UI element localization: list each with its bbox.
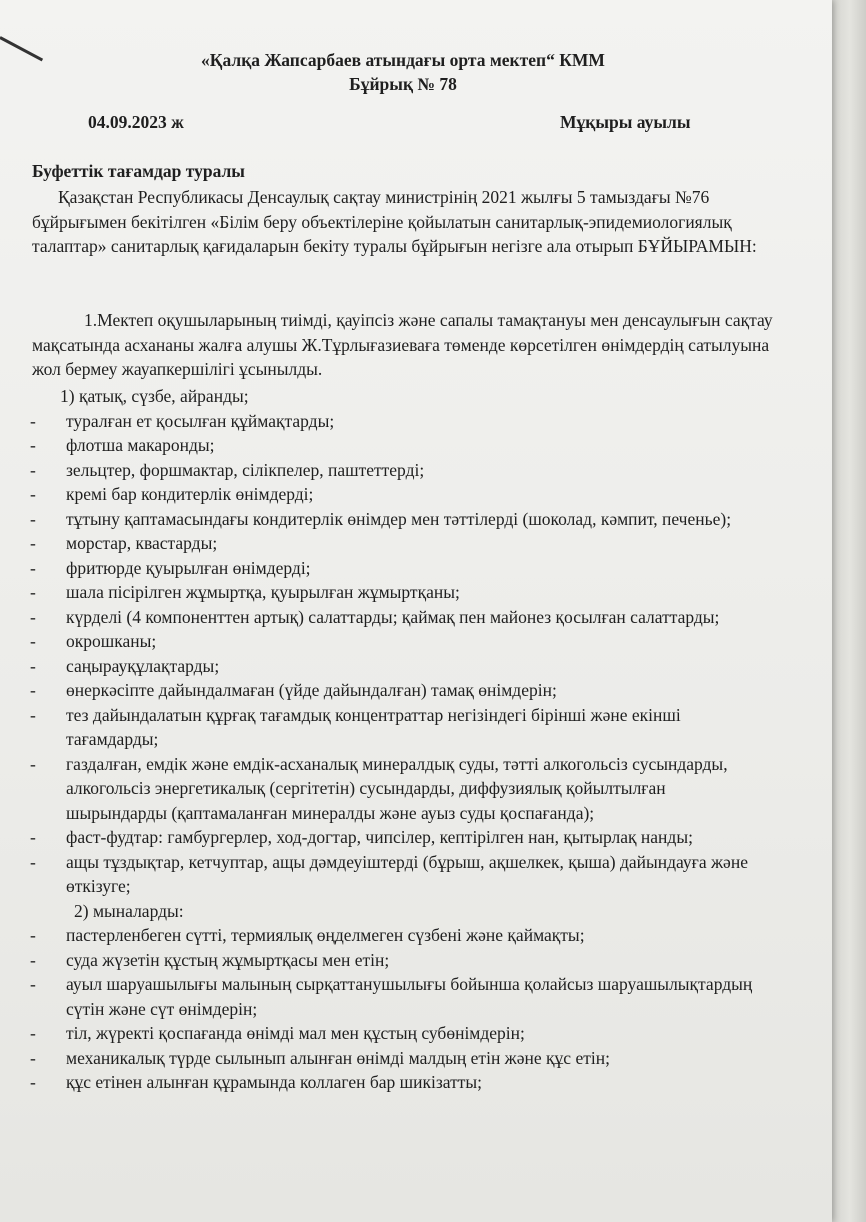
list-item-text: механикалық түрде сылынып алынған өнімді малдың етін және құс етін; (66, 1047, 610, 1068)
list-item-text: окрошканы; (66, 631, 157, 651)
list-item (30, 948, 770, 973)
list-item (30, 850, 770, 899)
order-date: 04.09.2023 ж (88, 112, 184, 132)
list-item (30, 825, 770, 850)
list-item (30, 1046, 770, 1071)
point-1-text: 1.Мектеп оқушыларының тиімді, қауіпсіз және сапалы тамақтануы мен денсаулығын сақтау мақсатында асхананы жалға алушы Ж.Тұрлығазиеваға төменде көрсетілген өнімдердің сатылуына жол бермеу жауапкершілігі ұсынылды. (32, 310, 773, 379)
list-item-text: фаст-фудтар: гамбургерлер, ход-догтар, чипсілер, кептірілген нан, қытырлақ нанды; (66, 827, 693, 847)
list-dash: - (30, 680, 36, 700)
intro-text: Қазақстан Республикасы Денсаулық сақтау министрінің 2021 жылғы 5 тамыздағы №76 бұйрығымен бекітілген «Білім беру объектілеріне қойылатын санитарлық-эпидемиологиялық талаптар» санитарлық қағидаларын бекіту туралы бұйрығын негізге ала отырып БҰЙЫРАМЫН: (32, 187, 757, 256)
list-item-text: морстар, квастарды; (66, 533, 218, 553)
list-item (30, 972, 770, 1021)
background-surface (826, 0, 866, 1222)
list-dash: - (30, 655, 36, 676)
list-item-text: кремі бар кондитерлік өнімдерді; (66, 484, 314, 504)
intro-paragraph (32, 185, 784, 259)
order-place: Мұқыры ауылы (560, 112, 691, 132)
list-item (30, 458, 770, 483)
list-item (30, 1021, 770, 1046)
list-item (30, 678, 770, 703)
point-1-paragraph (32, 308, 784, 382)
list-item-text: шала пісірілген жұмыртқа, қуырылған жұмыртқаны; (66, 582, 460, 602)
list-dash: - (30, 410, 36, 431)
list-dash: - (30, 974, 36, 994)
list-item (30, 507, 770, 532)
section-2-header: 2) мыналарды: (74, 900, 184, 921)
list-item (30, 556, 770, 581)
list-dash: - (30, 1023, 36, 1043)
list-item-text: күрделі (4 компоненттен артық) салаттарды; қаймақ пен майонез қосылған салаттарды; (66, 606, 720, 627)
list-dash: - (30, 851, 36, 872)
list-item-text: зельцтер, форшмактар, сілікпелер, паштеттерді; (66, 459, 425, 480)
list-item (30, 580, 770, 605)
list-item-text: газдалған, емдік және емдік-асханалық минералдық суды, тәтті алкогольсіз сусындарды, алкогольсіз энергетикалық (сергітетін) сусындарды, диффузиялық қойылтылған шырындарды (қаптамаланған минералды және ауыз суды қоспағанда); (66, 753, 728, 823)
list-item (30, 605, 770, 630)
order-number: Бұйрық № 78 (349, 74, 457, 94)
list-dash: - (30, 704, 36, 725)
list-item-text: тез дайындалатын құрғақ тағамдық концентраттар негізіндегі бірінші және екінші тағамдарды; (66, 704, 681, 749)
list-item-text: суда жүзетін құстың жұмыртқасы мен етін; (66, 949, 390, 970)
list-item-text: ауыл шаруашылығы малының сырқаттанушылығы бойынша қолайсыз шаруашылықтардың сүтін және сүт өнімдерін; (66, 974, 753, 1019)
list-dash: - (30, 1072, 36, 1092)
list-item-text: флотша макаронды; (66, 435, 215, 455)
order-subject: Буфеттік тағамдар туралы (32, 161, 245, 181)
list-item-text: ащы тұздықтар, кетчуптар, ащы дәмдеуіштерді (бұрыш, ақшелкек, қыша) дайындауға және өткізуге; (66, 851, 748, 896)
list-item-text: құс етінен алынған құрамында коллаген бар шикізатты; (66, 1072, 482, 1092)
list-item (30, 752, 770, 826)
list-dash: - (30, 459, 36, 480)
list-dash: - (30, 1047, 36, 1068)
list-item (30, 433, 770, 458)
organization-title: «Қалқа Жапсарбаев атындағы орта мектеп“ КММ (201, 50, 605, 70)
list-item-text: туралған ет қосылған құймақтарды; (66, 410, 335, 431)
list-item (30, 923, 770, 948)
list-dash: - (30, 925, 36, 945)
list-dash: - (30, 533, 36, 553)
list-item (30, 629, 770, 654)
list-item (30, 654, 770, 679)
list-item-text: фритюрде қуырылған өнімдерді; (66, 557, 311, 578)
list-item-text: тіл, жүректі қоспағанда өнімді мал мен құстың субөнімдерін; (66, 1023, 525, 1043)
list-dash: - (30, 484, 36, 504)
list-item-text: тұтыну қаптамасындағы кондитерлік өнімдер мен тәттілерді (шоколад, кәмпит, печенье); (66, 508, 732, 529)
list-dash: - (30, 949, 36, 970)
list-item-text: саңырауқұлақтарды; (66, 655, 220, 676)
list-item (30, 409, 770, 434)
list-item (30, 482, 770, 507)
list-dash: - (30, 557, 36, 578)
list-dash: - (30, 435, 36, 455)
list-item-text: өнеркәсіпте дайындалмаған (үйде дайындалған) тамақ өнімдерін; (66, 680, 557, 700)
list-item-text: пастерленбеген сүтті, термиялық өңделмеген сүзбені және қаймақты; (66, 925, 585, 945)
list-dash: - (30, 606, 36, 627)
list-dash: - (30, 582, 36, 602)
list-dash: - (30, 631, 36, 651)
prohibited-items-list (30, 384, 770, 1095)
section-1-header: 1) қатық, сүзбе, айранды; (60, 386, 249, 406)
list-item (30, 1070, 770, 1095)
list-item (30, 531, 770, 556)
list-item (30, 703, 770, 752)
list-dash: - (30, 827, 36, 847)
list-dash: - (30, 508, 36, 529)
list-dash: - (30, 753, 36, 774)
